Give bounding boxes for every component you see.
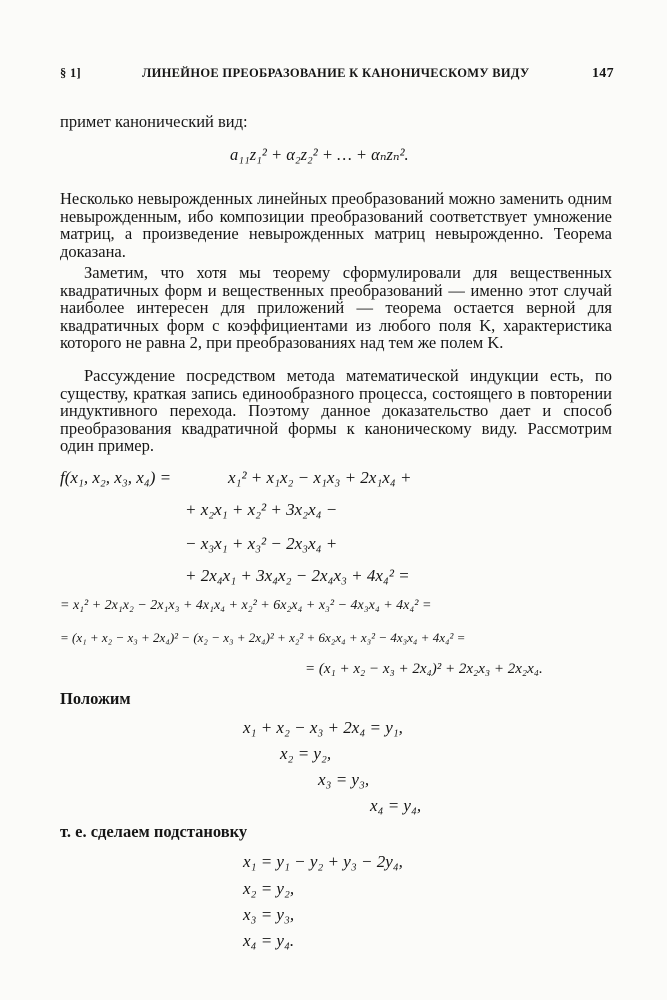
expansion-row-5: = x₁² + 2x₁x₂ − 2x₁x₃ + 4x₁x₄ + x₂² + 6x₂x₄ + x₃² − 4x₃x₄ + 4x₄² = — [60, 598, 432, 613]
paragraph-3: Рассуждение посредством метода математической индукции есть, по существу, краткая запись единообразного процесса, состоящего в повторении индуктивного перехода. Поэтому данное доказательство дает и способ преобразования квадратичной формы к каноническому виду. Рассмотрим один пример. — [60, 366, 612, 456]
intro-line: примет канонический вид: — [60, 112, 248, 131]
put-row-3: x₃ = y₃, — [318, 770, 370, 789]
running-header-title: ЛИНЕЙНОЕ ПРЕОБРАЗОВАНИЕ К КАНОНИЧЕСКОМУ ВИДУ — [142, 66, 530, 80]
subst-row-4: x₄ = y₄. — [243, 931, 295, 950]
subst-row-1: x₁ = y₁ − y₂ + y₃ − 2y₄, — [243, 852, 403, 871]
expansion-row-6: = (x₁ + x₂ − x₃ + 2x₄)² − (x₂ − x₃ + 2x₄)² + x₂² + 6x₂x₄ + x₃² − 4x₃x₄ + 4x₄² = — [60, 630, 466, 645]
running-header-section: § 1] — [60, 66, 81, 80]
put-label: Положим — [60, 689, 131, 708]
expansion-row-3: − x₃x₁ + x₃² − 2x₃x₄ + — [185, 534, 338, 553]
expansion-row-2: + x₂x₁ + x₂² + 3x₂x₄ − — [185, 500, 338, 519]
expansion-lhs: f(x₁, x₂, x₃, x₄) = — [60, 468, 172, 487]
subst-row-2: x₂ = y₂, — [243, 879, 295, 898]
put-row-1: x₁ + x₂ − x₃ + 2x₄ = y₁, — [243, 718, 403, 737]
substitution-label: т. е. сделаем подстановку — [60, 822, 248, 841]
put-row-4: x₄ = y₄, — [370, 796, 422, 815]
put-row-2: x₂ = y₂, — [280, 744, 332, 763]
subst-row-3: x₃ = y₃, — [243, 905, 295, 924]
paragraph-1: Несколько невырожденных линейных преобразований можно заменить одним невырожденным, ибо композиции преобразований соответствует умножение матриц, а произведение невырожденных матриц невырожденно. Теорема доказана. — [60, 189, 612, 261]
expansion-row-1: x₁² + x₁x₂ − x₁x₃ + 2x₁x₄ + — [228, 468, 412, 487]
page-number: 147 — [592, 66, 614, 81]
canonical-form: a₁₁z₁² + α₂z₂² + … + αₙzₙ². — [230, 145, 409, 164]
paragraph-2: Заметим, что хотя мы теорему сформулировали для вещественных квадратичных форм и вещественных преобразований — именно этот случай наиболее интересен для приложений — теорема остается верной для квадратичных форм с коэффициентами из любого поля K, характеристика которого не равна 2, при преобразованиях над тем же полем K. — [60, 263, 612, 353]
expansion-row-4: + 2x₄x₁ + 3x₄x₂ − 2x₄x₃ + 4x₄² = — [185, 566, 410, 585]
expansion-row-7: = (x₁ + x₂ − x₃ + 2x₄)² + 2x₂x₃ + 2x₂x₄. — [305, 661, 543, 677]
